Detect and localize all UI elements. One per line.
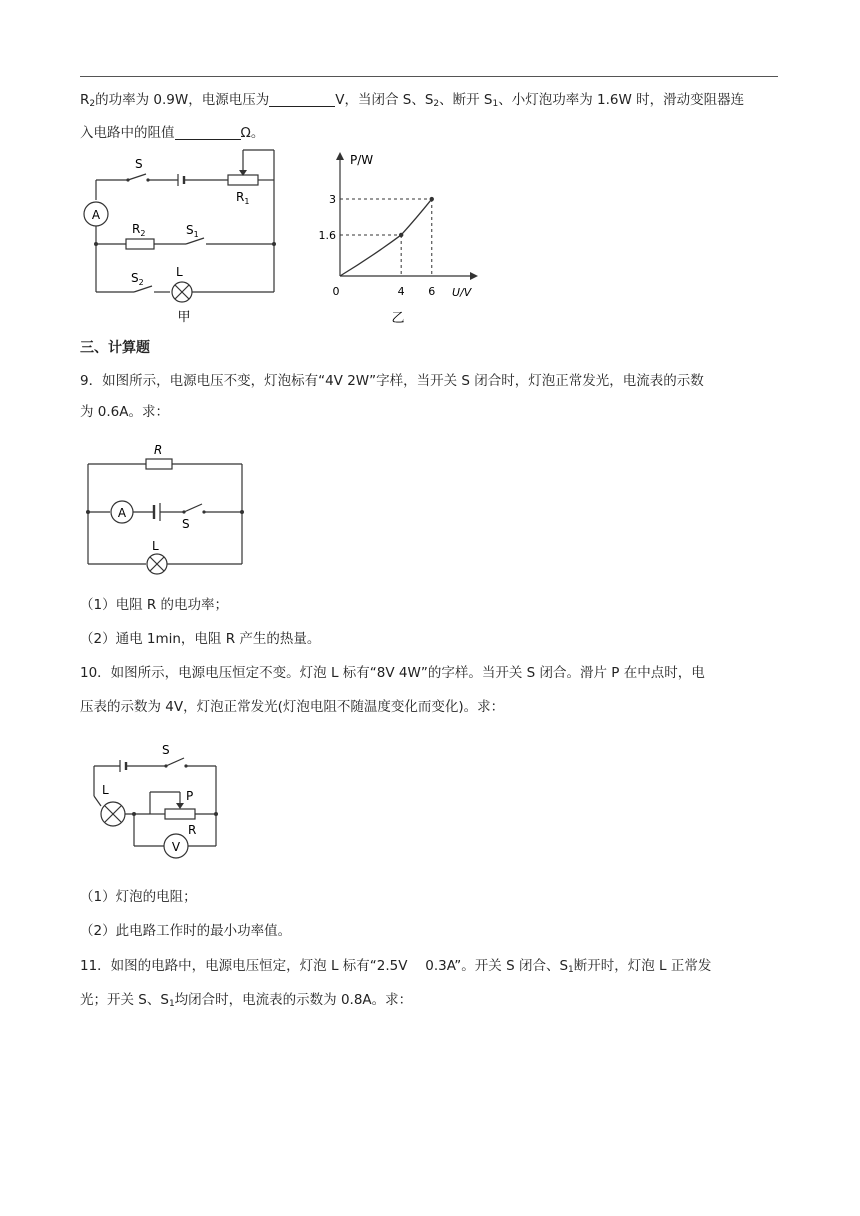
r1-label: $R_1$ [236, 190, 250, 206]
figure-caption-jia: 甲 [177, 310, 191, 325]
x-axis-arrow [470, 272, 478, 280]
q10-line-2: 压表的示数为 4V，灯泡正常发光(灯泡电阻不随温度变化而变化)。求： [80, 699, 505, 715]
circuit-diagram-q10 [90, 742, 230, 872]
q9-line-2: 为 0.6A。求： [80, 404, 169, 420]
q10-line-1: 10．如图所示，电源电压恒定不变。灯泡 L 标有“8V 4W”的字样。当开关 S 闭合。滑片 P 在中点时，电 [80, 665, 705, 681]
q9-lamp-label: L [152, 539, 159, 553]
q9-r-label: R [154, 443, 163, 457]
s1-label: $S_1$ [186, 223, 199, 239]
figure-caption-yi: 乙 [391, 311, 405, 326]
data-point-0 [399, 233, 403, 237]
header-rule [80, 76, 778, 77]
q8-continuation-line-2: 入电路中的阻值 Ω。 [80, 125, 265, 141]
q8-continuation-line-1: $R_2$的功率为 0.9W，电源电压为 V，当闭合 S、$S_2$、断开 $S_1$、小灯泡功率为 1.6W 时，滑动变阻器连 [80, 92, 745, 109]
r2-label: $R_2$ [132, 222, 146, 238]
q10-switch-label: S [162, 743, 170, 757]
power-voltage-graph [320, 150, 480, 330]
q11-line-2: 光；开关 S、$S_1$均闭合时，电流表的示数为 0.8A。求： [80, 992, 413, 1009]
y-axis-label: P/W [350, 153, 374, 167]
q9-ammeter-label: A [117, 506, 127, 520]
data-point-1 [430, 197, 434, 201]
section-title: 三、计算题 [80, 340, 150, 356]
lamp-label: L [176, 265, 183, 279]
voltage-answer-blank[interactable] [269, 92, 335, 107]
x-tick-label-1: 6 [428, 285, 436, 298]
switch-s-label: S [135, 157, 143, 171]
q10-lamp-label: L [102, 783, 109, 797]
q10-rheostat-label: R [188, 823, 197, 837]
q9-switch-label: S [182, 517, 190, 531]
q10-voltmeter-label: V [171, 840, 181, 854]
y-axis-arrow [336, 152, 344, 160]
q9-line-1: 9．如图所示，电源电压不变，灯泡标有“4V 2W”字样，当开关 S 闭合时，灯泡正常发光，电流表的示数 [80, 373, 704, 389]
y-tick-label-0: 1.6 [318, 228, 336, 242]
origin-label: 0 [332, 285, 340, 298]
ammeter-label: A [91, 208, 101, 222]
q11-line-1: 11．如图的电路中，电源电压恒定，灯泡 L 标有“2.5V 0.3A”。开关 S 闭合、$S_1$断开时，灯泡 L 正常发 [80, 958, 712, 975]
series-curve-0 [340, 199, 432, 276]
q10-part-1: （1）灯泡的电阻； [80, 889, 197, 905]
q9-part-2: （2）通电 1min，电阻 R 产生的热量。 [80, 631, 321, 647]
resistance-answer-blank[interactable] [175, 125, 241, 140]
circuit-diagram-jia [78, 148, 288, 328]
y-tick-label-1: 3 [329, 193, 336, 207]
q9-part-1: （1）电阻 R 的电功率； [80, 597, 229, 613]
x-axis-label: U/V [452, 286, 472, 299]
q10-slider-label: P [186, 789, 194, 803]
circuit-diagram-q9 [80, 440, 250, 580]
s2-label: $S_2$ [131, 271, 144, 287]
x-tick-label-0: 4 [397, 285, 405, 298]
q10-part-2: （2）此电路工作时的最小功率值。 [80, 923, 292, 939]
